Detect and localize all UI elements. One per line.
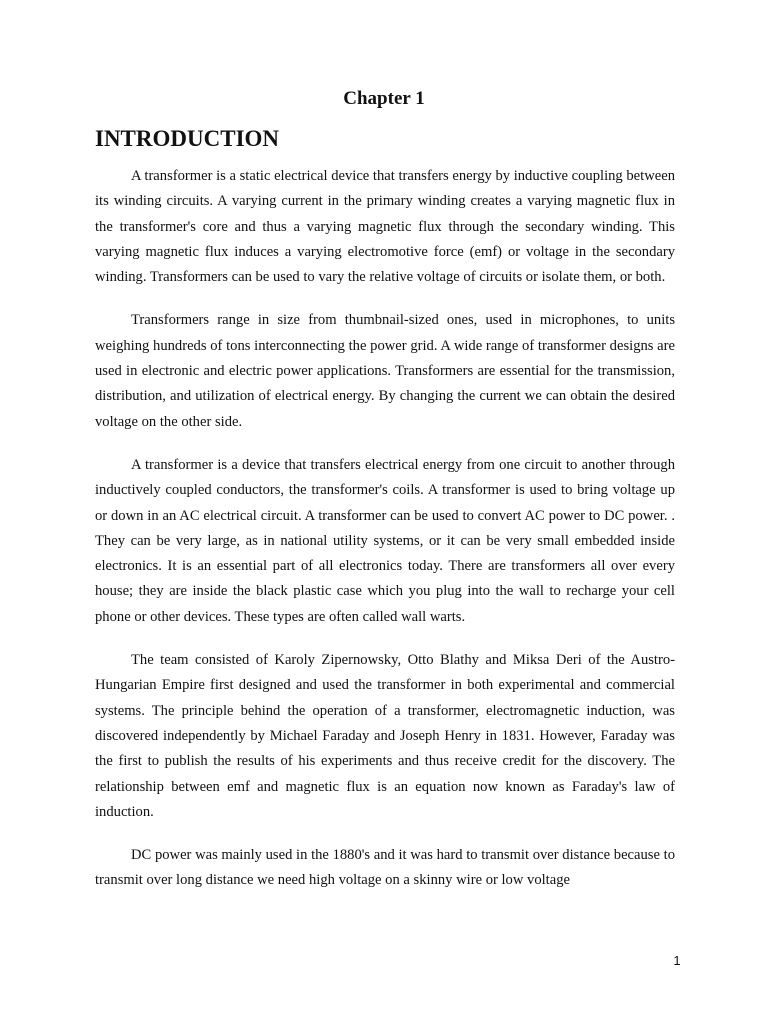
paragraph-2: Transformers range in size from thumbnail-sized ones, used in microphones, to units weighing hundreds of tons interconnecting the power grid. A wide range of transformer designs are used in electronic and electric power applications. Transformers are essential for the transmission, distribution, and utilization of electrical energy. By changing the current we can obtain the desired voltage on the other side. xyxy=(95,312,675,430)
body-text xyxy=(95,164,675,912)
page-number: 1 xyxy=(673,953,681,968)
paragraph-5: DC power was mainly used in the 1880's and it was hard to transmit over distance because to transmit over long distance we need high voltage on a skinny wire or low voltage xyxy=(95,847,675,889)
section-title: INTRODUCTION xyxy=(95,126,280,151)
paragraph-3: A transformer is a device that transfers electrical energy from one circuit to another through inductively coupled conductors, the transformer's coils. A transformer is used to bring voltage up or down in an AC electrical circuit. A transformer can be used to convert AC power to DC power. . They can be very large, as in national utility systems, or it can be very small embedded inside electronics. It is an essential part of all electronics today. There are transformers all over every house; they are inside the black plastic case which you plug into the wall to recharge your cell phone or other devices. These types are often called wall warts. xyxy=(95,456,675,625)
chapter-label: Chapter 1 xyxy=(343,88,425,109)
paragraph-4: The team consisted of Karoly Zipernowsky, Otto Blathy and Miksa Deri of the Austro-Hungarian Empire first designed and used the transformer in both experimental and commercial systems. The principle behind the operation of a transformer, electromagnetic induction, was discovered independently by Michael Faraday and Joseph Henry in 1831. However, Faraday was the first to publish the results of his experiments and thus receive credit for the discovery. The relationship between emf and magnetic flux is an equation now known as Faraday's law of induction. xyxy=(95,652,675,820)
paragraph-1: A transformer is a static electrical device that transfers energy by inductive coupling between its winding circuits. A varying current in the primary winding creates a varying magnetic flux in the transformer's core and thus a varying magnetic flux through the secondary winding. This varying magnetic flux induces a varying electromotive force (emf) or voltage in the secondary winding. Transformers can be used to vary the relative voltage of circuits or isolate them, or both. xyxy=(95,168,675,286)
